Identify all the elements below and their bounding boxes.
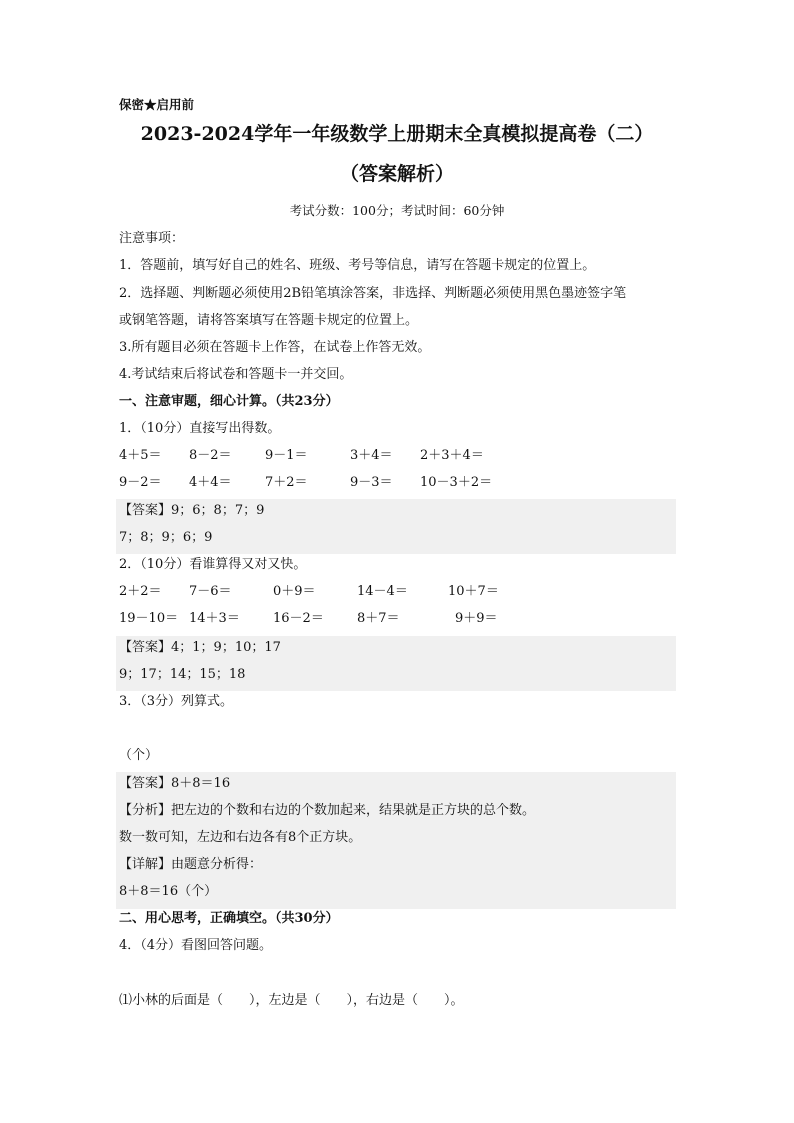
page-title: 2023-2024学年一年级数学上册期末全真模拟提高卷（二） — [140, 123, 654, 145]
note-item-2-cont: 或钢笔答题，请将答案填写在答题卡规定的位置上。 — [119, 313, 419, 328]
q2-item: 16－2＝ — [273, 611, 324, 626]
q2-item: 9＋9＝ — [455, 611, 498, 626]
note-item-2: 2．选择题、判断题必须使用2B铅笔填涂答案，非选择、判断题必须使用黑色墨迹签字笔 — [119, 286, 627, 301]
q3-analysis: 【分析】把左边的个数和右边的个数加起来，结果就是正方块的总个数。 — [119, 803, 536, 818]
q1-item: 10－3＋2＝ — [420, 475, 493, 490]
q1-answer-cont: 7；8；9；6；9 — [119, 530, 213, 545]
q1-item: 4＋5＝ — [119, 448, 162, 463]
q1-item: 3＋4＝ — [350, 448, 393, 463]
q2-item: 19－10＝ — [119, 611, 179, 626]
q4-sub1: ⑴小林的后面是（ ），左边是（ ），右边是（ ）。 — [119, 993, 464, 1008]
q3-detail: 【详解】由题意分析得： — [119, 857, 263, 872]
q1-item: 2＋3＋4＝ — [420, 448, 484, 463]
q2-item: 14＋3＝ — [189, 611, 240, 626]
q1-item: 9－1＝ — [265, 448, 308, 463]
q2-answer-cont: 9；17；14；15；18 — [119, 667, 246, 682]
note-item-1: 1．答题前，填写好自己的姓名、班级、考号等信息，请写在答题卡规定的位置上。 — [119, 258, 596, 273]
q3-stem: 3．（3分）列算式。 — [119, 694, 234, 709]
q2-item: 0＋9＝ — [273, 584, 316, 599]
section2-heading: 二、用心思考，正确填空。（共30分） — [119, 911, 339, 926]
secret-label: 保密★启用前 — [119, 97, 195, 112]
notes-heading: 注意事项： — [119, 231, 185, 246]
q2-stem: 2．（10分）看谁算得又对又快。 — [119, 557, 307, 572]
section1-heading: 一、注意审题，细心计算。（共23分） — [119, 394, 339, 409]
q2-item: 7－6＝ — [189, 584, 232, 599]
exam-info: 考试分数：100分；考试时间：60分钟 — [289, 203, 505, 218]
q2-item: 14－4＝ — [357, 584, 408, 599]
q3-answer: 【答案】8＋8＝16 — [119, 776, 231, 791]
q3-detail-cont: 8＋8＝16（个） — [119, 884, 218, 899]
q1-answer: 【答案】9；6；8；7；9 — [119, 503, 265, 518]
q1-item: 9－2＝ — [119, 475, 162, 490]
q2-answer: 【答案】4；1；9；10；17 — [119, 640, 281, 655]
q2-item: 10＋7＝ — [448, 584, 499, 599]
q1-item: 7＋2＝ — [265, 475, 308, 490]
q1-item: 8－2＝ — [189, 448, 232, 463]
q3-analysis-cont: 数一数可知，左边和右边各有8个正方块。 — [119, 830, 362, 845]
q2-item: 2＋2＝ — [119, 584, 162, 599]
q1-item: 9－3＝ — [350, 475, 393, 490]
q3-unit: （个） — [119, 748, 159, 763]
page-subtitle: （答案解析） — [339, 163, 454, 185]
q1-stem: 1．（10分）直接写出得数。 — [119, 421, 281, 436]
note-item-3: 3.所有题目必须在答题卡上作答，在试卷上作答无效。 — [119, 340, 431, 355]
note-item-4: 4.考试结束后将试卷和答题卡一并交回。 — [119, 367, 353, 382]
q1-item: 4＋4＝ — [189, 475, 232, 490]
q4-stem: 4．（4分）看图回答问题。 — [119, 938, 273, 953]
q2-item: 8＋7＝ — [357, 611, 400, 626]
